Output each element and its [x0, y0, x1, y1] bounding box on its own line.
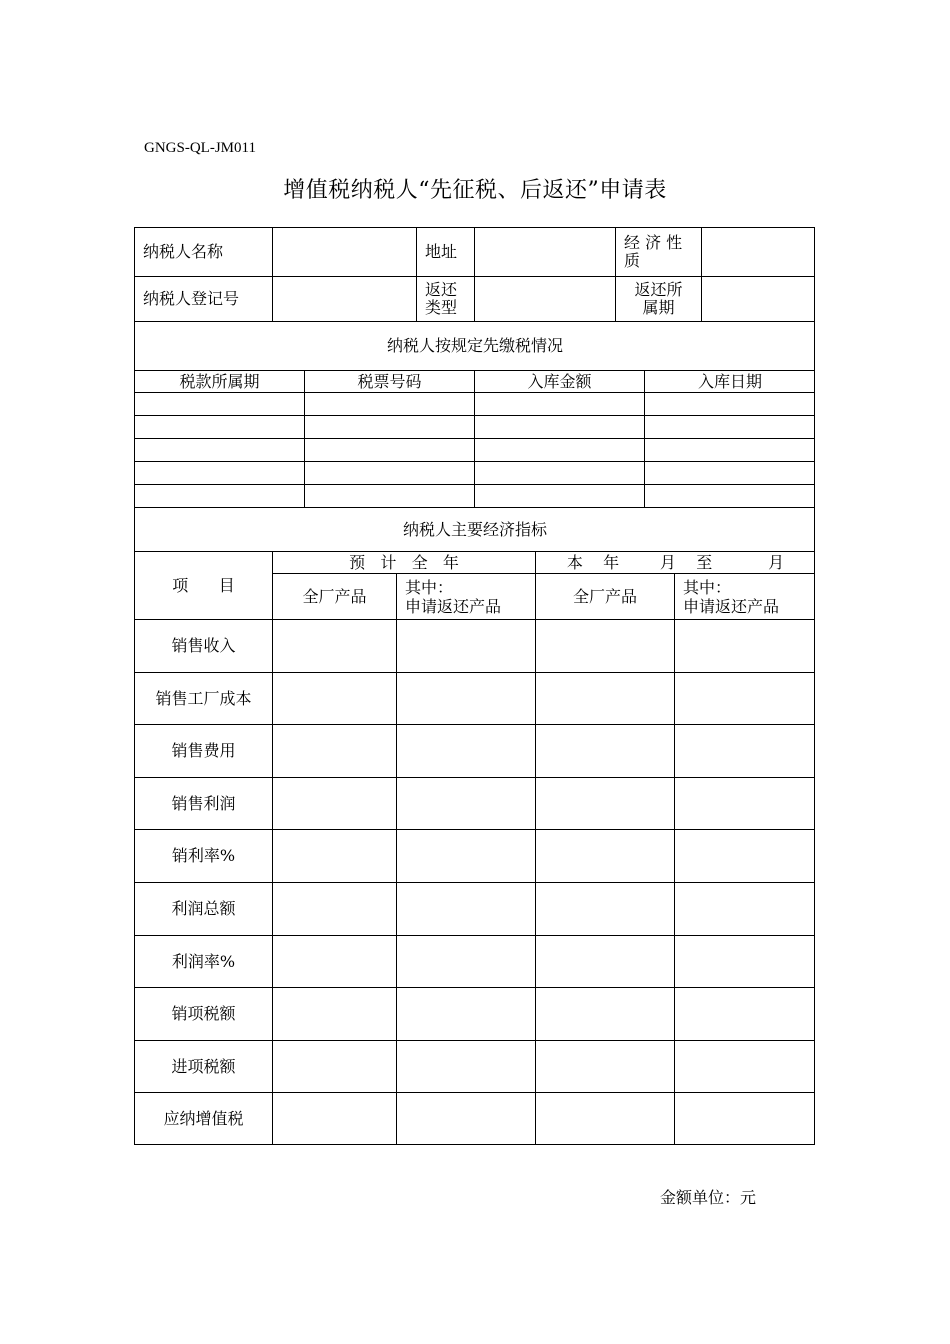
prepaid-row-cell[interactable]: [305, 416, 475, 439]
refund-type-field[interactable]: [475, 277, 616, 322]
prepaid-row-cell[interactable]: [645, 485, 815, 508]
indicator-value-cell[interactable]: [273, 620, 397, 673]
indicator-value-cell[interactable]: [675, 725, 815, 778]
prepaid-row-cell[interactable]: [475, 462, 645, 485]
indicator-value-cell[interactable]: [536, 1041, 675, 1093]
indicator-value-cell[interactable]: [397, 673, 536, 725]
prepaid-row-cell[interactable]: [305, 462, 475, 485]
indicator-row-label: 销利率%: [135, 830, 273, 883]
prepaid-row-cell[interactable]: [135, 393, 305, 416]
indicator-value-cell[interactable]: [273, 1093, 397, 1145]
prepaid-row-cell[interactable]: [475, 393, 645, 416]
indicator-value-cell[interactable]: [536, 830, 675, 883]
indicator-value-cell[interactable]: [397, 883, 536, 936]
form-code: GNGS-QL-JM011: [144, 140, 256, 156]
indicator-value-cell[interactable]: [397, 1093, 536, 1145]
indicator-value-cell[interactable]: [273, 936, 397, 988]
column-header-date: 入库日期: [645, 371, 815, 393]
indicator-value-cell[interactable]: [675, 1041, 815, 1093]
indicator-row-label: 销售工厂成本: [135, 673, 273, 725]
indicator-row-label: 应纳增值税: [135, 1093, 273, 1145]
prepaid-row-cell[interactable]: [645, 462, 815, 485]
current-year-header: 本 年 月 至 月: [536, 552, 815, 574]
refund-period-field[interactable]: [702, 277, 815, 322]
indicator-value-cell[interactable]: [536, 725, 675, 778]
prepaid-section-heading: 纳税人按规定先缴税情况: [135, 322, 815, 371]
indicator-value-cell[interactable]: [397, 1041, 536, 1093]
indicator-row-label: 销项税额: [135, 988, 273, 1041]
indicator-value-cell[interactable]: [273, 883, 397, 936]
economic-section-heading: 纳税人主要经济指标: [135, 508, 815, 552]
indicator-row-label: 进项税额: [135, 1041, 273, 1093]
prepaid-row-cell[interactable]: [645, 439, 815, 462]
economic-nature-label: 经 济 性 质: [616, 228, 702, 277]
indicator-value-cell[interactable]: [536, 620, 675, 673]
taxpayer-name-label: 纳税人名称: [135, 228, 273, 277]
amount-unit-note: 金额单位：元: [660, 1188, 757, 1207]
indicator-value-cell[interactable]: [397, 936, 536, 988]
indicator-value-cell[interactable]: [675, 988, 815, 1041]
indicator-value-cell[interactable]: [397, 778, 536, 830]
indicator-value-cell[interactable]: [273, 673, 397, 725]
column-header-tax-period: 税款所属期: [135, 371, 305, 393]
indicator-value-cell[interactable]: [397, 620, 536, 673]
indicator-value-cell[interactable]: [397, 988, 536, 1041]
indicator-row-label: 销售收入: [135, 620, 273, 673]
economic-nature-field[interactable]: [702, 228, 815, 277]
indicator-value-cell[interactable]: [273, 778, 397, 830]
address-field[interactable]: [475, 228, 616, 277]
indicator-row-label: 利润率%: [135, 936, 273, 988]
prepaid-row-cell[interactable]: [135, 485, 305, 508]
indicator-value-cell[interactable]: [536, 936, 675, 988]
indicator-value-cell[interactable]: [397, 830, 536, 883]
indicator-value-cell[interactable]: [675, 936, 815, 988]
prepaid-row-cell[interactable]: [475, 416, 645, 439]
indicator-row-label: 销售利润: [135, 778, 273, 830]
forecast-refund-products-header: 其中： 申请返还产品: [397, 574, 536, 620]
indicator-value-cell[interactable]: [675, 778, 815, 830]
prepaid-row-cell[interactable]: [135, 462, 305, 485]
prepaid-row-cell[interactable]: [135, 439, 305, 462]
column-header-amount: 入库金额: [475, 371, 645, 393]
prepaid-row-cell[interactable]: [135, 416, 305, 439]
forecast-year-header: 预 计 全 年: [273, 552, 536, 574]
indicator-row-label: 利润总额: [135, 883, 273, 936]
forecast-all-products-header: 全厂产品: [273, 574, 397, 620]
prepaid-row-cell[interactable]: [305, 393, 475, 416]
prepaid-row-cell[interactable]: [475, 439, 645, 462]
indicator-value-cell[interactable]: [397, 725, 536, 778]
indicator-value-cell[interactable]: [675, 830, 815, 883]
indicator-row-label: 销售费用: [135, 725, 273, 778]
current-all-products-header: 全厂产品: [536, 574, 675, 620]
indicator-value-cell[interactable]: [536, 673, 675, 725]
prepaid-row-cell[interactable]: [305, 485, 475, 508]
address-label: 地址: [417, 228, 475, 277]
form-title: 增值税纳税人“先征税、后返还”申请表: [283, 178, 667, 203]
prepaid-row-cell[interactable]: [475, 485, 645, 508]
registration-number-label: 纳税人登记号: [135, 277, 273, 322]
refund-type-label: 返还 类型: [417, 277, 475, 322]
prepaid-row-cell[interactable]: [305, 439, 475, 462]
indicator-value-cell[interactable]: [536, 778, 675, 830]
indicator-value-cell[interactable]: [273, 988, 397, 1041]
item-column-header: 项 目: [135, 552, 273, 620]
prepaid-row-cell[interactable]: [645, 416, 815, 439]
indicator-value-cell[interactable]: [675, 620, 815, 673]
column-header-receipt-number: 税票号码: [305, 371, 475, 393]
indicator-value-cell[interactable]: [273, 1041, 397, 1093]
indicator-value-cell[interactable]: [536, 883, 675, 936]
prepaid-row-cell[interactable]: [645, 393, 815, 416]
taxpayer-name-field[interactable]: [273, 228, 417, 277]
indicator-value-cell[interactable]: [675, 1093, 815, 1145]
indicator-value-cell[interactable]: [536, 988, 675, 1041]
indicator-value-cell[interactable]: [273, 725, 397, 778]
application-form-table: [134, 227, 815, 1145]
refund-period-label: 返还所 属期: [616, 277, 702, 322]
indicator-value-cell[interactable]: [675, 673, 815, 725]
current-refund-products-header: 其中： 申请返还产品: [675, 574, 815, 620]
indicator-value-cell[interactable]: [273, 830, 397, 883]
indicator-value-cell[interactable]: [536, 1093, 675, 1145]
registration-number-field[interactable]: [273, 277, 417, 322]
indicator-value-cell[interactable]: [675, 883, 815, 936]
